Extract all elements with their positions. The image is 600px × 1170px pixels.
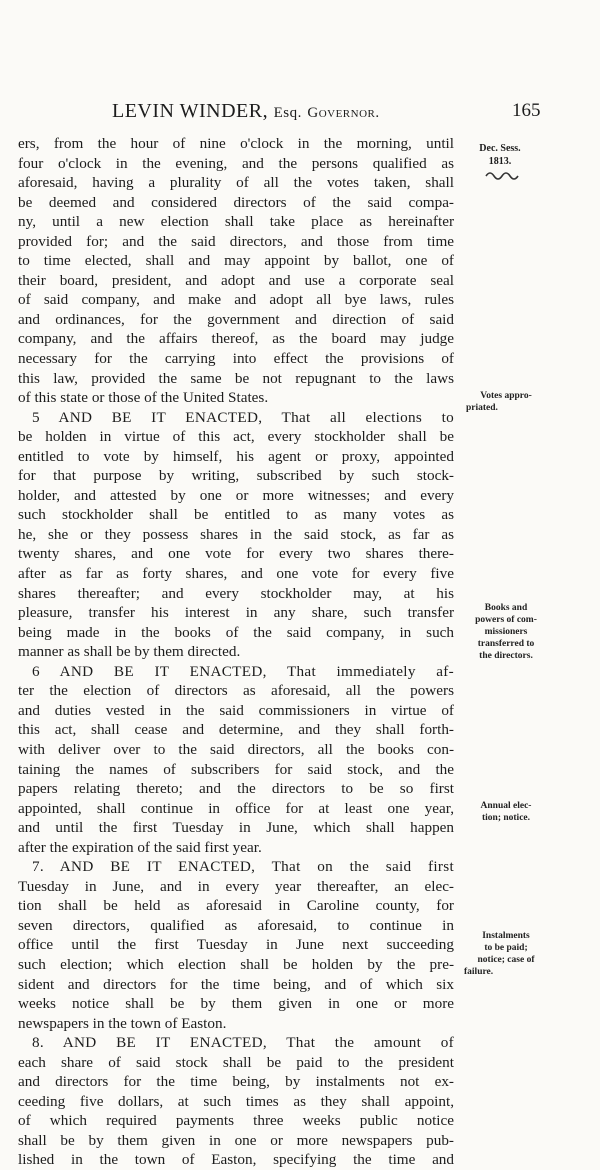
text-line: company, and the affairs thereof, as the board may judge	[18, 330, 454, 348]
text-line: taining the names of subscribers for said stock, and the	[18, 760, 454, 778]
text-line: this law, provided the same be not repugnant to the laws	[18, 369, 454, 387]
text-line: be holden in virtue of this act, every stockholder shall be	[18, 428, 454, 446]
text-line: be deemed and considered directors of the said compa-	[18, 193, 454, 211]
text-line: newspapers in the town of Easton.	[18, 1014, 227, 1032]
page-number: 165	[512, 100, 541, 121]
text-line: to time elected, shall and may appoint by ballot, one of	[18, 252, 454, 270]
text-line: provided for; and the said directors, and those from time	[18, 232, 454, 250]
text-line: weeks notice shall be by them given in one or more	[18, 995, 454, 1013]
text-line: lished in the town of Easton, specifying the time and	[18, 1151, 454, 1169]
text-line: and directors for the time being, by instalments not ex-	[18, 1073, 454, 1091]
text-line: papers relating thereto; and the directors to be so first	[18, 780, 454, 798]
text-line: each share of said stock shall be paid to the president	[18, 1053, 454, 1071]
text-line: this act, shall cease and determine, and they shall forth-	[18, 721, 454, 739]
session-note	[462, 142, 538, 168]
margin-note-books	[462, 602, 550, 662]
section-8-heading: 8. AND BE IT ENACTED, That the amount of	[32, 1034, 454, 1052]
page-header	[0, 96, 600, 126]
text-line: for that purpose by writing, subscribed by such stock-	[18, 467, 454, 485]
margin-note-line: failure.	[464, 967, 494, 977]
text-line: ny, until a new election shall take place as hereinafter	[18, 213, 454, 231]
text-line: seven directors, qualified as aforesaid, to continue in	[18, 916, 454, 934]
session-note-line2: 1813.	[488, 156, 512, 167]
text-line: shares thereafter; and every stockholder may, at his	[18, 584, 454, 602]
section-6-heading: 6 AND BE IT ENACTED, That immediately af-	[32, 662, 454, 680]
text-line: necessary for the carrying into effect the provisions of	[18, 350, 454, 368]
text-line: holder, and attested by one or more witnesses; and every	[18, 486, 454, 504]
text-line: ter the election of directors as aforesaid, all the powers	[18, 682, 454, 700]
margin-note-line: Votes appro-	[480, 391, 532, 401]
margin-note-line: the directors.	[479, 651, 533, 661]
text-line: such election; which election shall be holden by the pre-	[18, 955, 454, 973]
text-line: of this state or those of the United States.	[18, 389, 269, 407]
section-7-heading: 7. AND BE IT ENACTED, That on the said first	[32, 858, 454, 876]
text-line: sident and directors for the time being, and of which six	[18, 975, 454, 993]
running-head-title: Governor.	[307, 105, 380, 121]
margin-note-instalments	[462, 930, 550, 978]
text-line: and ordinances, for the government and direction of said	[18, 310, 454, 328]
body-text	[18, 134, 454, 1170]
session-note-line1: Dec. Sess.	[479, 143, 521, 154]
text-line: Tuesday in June, and in every year thereafter, an elec-	[18, 877, 454, 895]
text-line: being made in the books of the said company, in such	[18, 623, 454, 641]
margin-note-line: Instalments	[482, 931, 530, 941]
margin-note-line: Books and	[484, 603, 528, 613]
text-line: of said company, and make and adopt all bye laws, rules	[18, 291, 454, 309]
text-line: of which required payments three weeks public notice	[18, 1112, 454, 1130]
text-line: ers, from the hour of nine o'clock in the morning, until	[18, 135, 454, 152]
margin-note-line: to be paid;	[484, 943, 528, 953]
running-head-name: LEVIN WINDER,	[112, 100, 269, 122]
margin-note-line: powers of com-	[475, 615, 537, 625]
text-line: and until the first Tuesday in June, which shall happen	[18, 819, 454, 837]
margin-note-line: missioners	[484, 627, 528, 637]
text-line: pleasure, transfer his interest in any share, such transfer	[18, 604, 454, 622]
text-line: such stockholder shall be entitled to as many votes as	[18, 506, 454, 524]
text-line: shall be by them given in one or more newspapers pub-	[18, 1131, 454, 1149]
text-line: after the expiration of the said first year.	[18, 838, 262, 856]
section-5-heading: 5 AND BE IT ENACTED, That all elections to	[32, 408, 454, 426]
text-line: office until the first Tuesday in June next succeeding	[18, 936, 454, 954]
margin-note-line: priated.	[466, 403, 498, 413]
text-line: after as far as forty shares, and one vote for every five	[18, 565, 454, 583]
text-line: four o'clock in the evening, and the persons qualified as	[18, 154, 454, 172]
text-line: and duties vested in the said commissioners in virtue of	[18, 701, 454, 719]
margin-note-annual	[462, 800, 550, 824]
text-line: tion shall be held as aforesaid in Caroline county, for	[18, 897, 454, 915]
squiggle-ornament	[484, 168, 524, 180]
text-line: with deliver over to the said directors, all the books con-	[18, 740, 454, 758]
text-line: aforesaid, having a plurality of all the votes taken, shall	[18, 174, 454, 192]
text-line: appointed, shall continue in office for at least one year,	[18, 799, 454, 817]
text-line: manner as shall be by them directed.	[18, 643, 241, 661]
margin-note-votes	[462, 390, 550, 414]
margin-note-line: notice; case of	[477, 955, 535, 965]
running-head	[112, 100, 380, 123]
margin-note-line: Annual elec-	[480, 801, 532, 811]
text-line: their board, president, and adopt and use a corporate seal	[18, 271, 454, 289]
text-line: twenty shares, and one vote for every two shares there-	[18, 545, 454, 563]
margin-note-line: tion; notice.	[481, 813, 531, 823]
text-line: ceeding five dollars, at such times as they shall appoint,	[18, 1092, 454, 1110]
margin-note-line: transferred to	[477, 639, 535, 649]
running-head-esq: Esq.	[273, 105, 302, 121]
text-line: he, she or they possess shares in the said stock, as far as	[18, 525, 454, 543]
text-line: entitled to vote by himself, his agent or proxy, appointed	[18, 447, 454, 465]
